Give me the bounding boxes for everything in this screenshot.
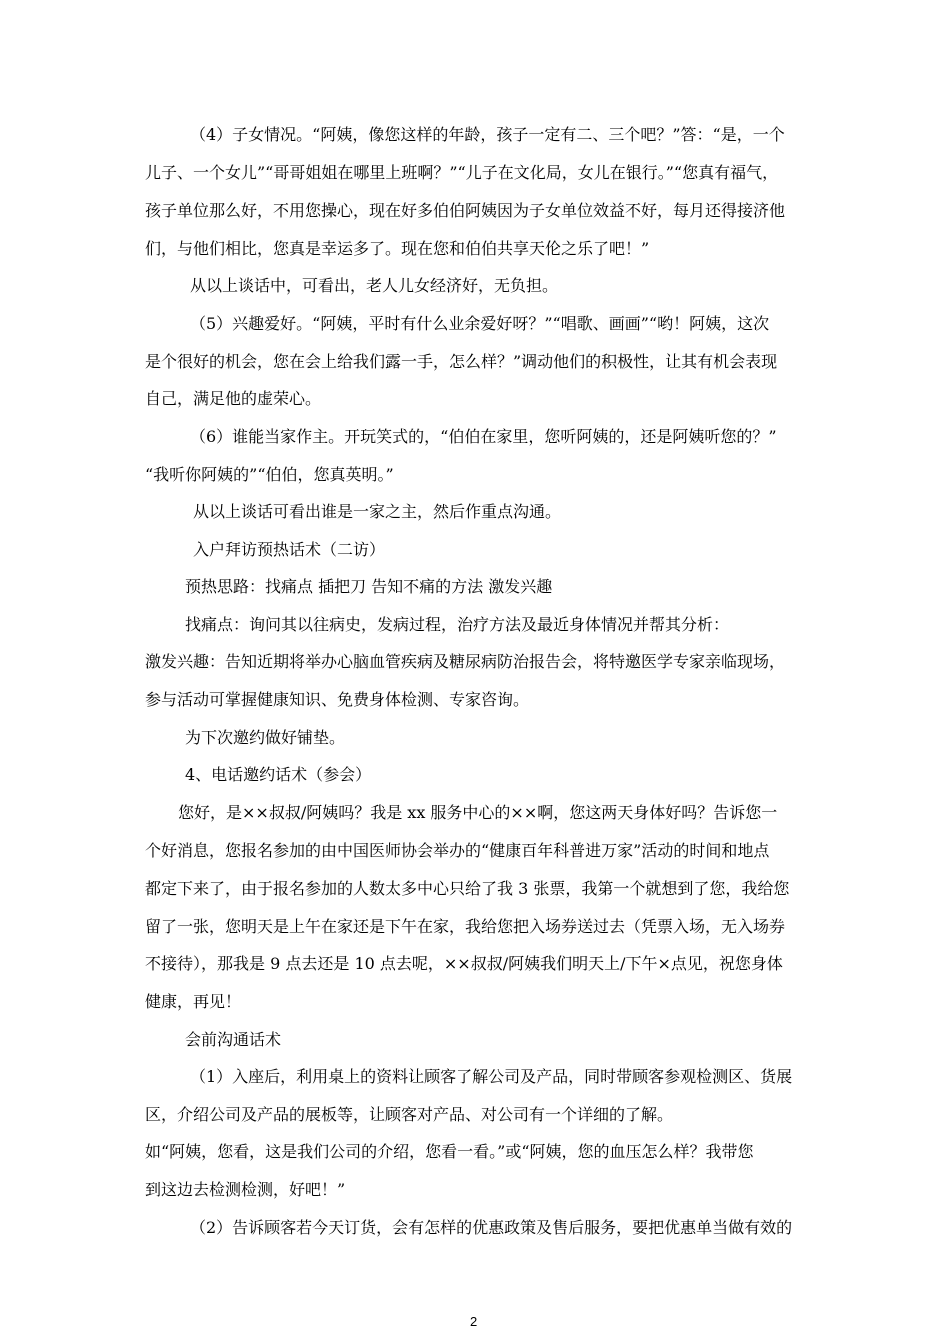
text-line: （2）告诉顾客若今天订货，会有怎样的优惠政策及售后服务，要把优惠单当做有效的 [190, 1218, 793, 1237]
text-line: 都定下来了，由于报名参加的人数太多中心只给了我 3 张票，我第一个就想到了您，我给您 [145, 879, 790, 898]
text-line: 到这边去检测检测，好吧！” [145, 1180, 346, 1199]
text-line: 会前沟通话术 [185, 1030, 282, 1049]
text-line: 激发兴趣：告知近期将举办心脑血管疾病及糖尿病防治报告会，将特邀医学专家亲临现场， [145, 652, 786, 671]
text-line: 如“阿姨，您看，这是我们公司的介绍，您看一看。”或“阿姨，您的血压怎么样？我带您 [145, 1142, 754, 1161]
text-line: （5）兴趣爱好。“阿姨，平时有什么业余爱好呀？”“唱歌、画画”“哟！阿姨，这次 [190, 314, 770, 333]
text-line: 不接待），那我是 9 点去还是 10 点去呢，××叔叔/阿姨我们明天上/下午×点见，祝您身体 [145, 954, 783, 973]
text-line: 找痛点：询问其以往病史，发病过程，治疗方法及最近身体情况并帮其分析： [185, 615, 730, 634]
text-line: 从以上谈话可看出谁是一家之主，然后作重点沟通。 [193, 502, 562, 521]
text-line: 从以上谈话中，可看出，老人儿女经济好，无负担。 [190, 276, 559, 295]
text-line: 儿子、一个女儿”“哥哥姐姐在哪里上班啊？”“儿子在文化局，女儿在银行。”“您真有福气， [145, 163, 779, 182]
text-line: 自己，满足他的虚荣心。 [145, 389, 322, 408]
text-line: 为下次邀约做好铺垫。 [185, 728, 346, 747]
text-line: 孩子单位那么好，不用您操心，现在好多伯伯阿姨因为子女单位效益不好，每月还得接济他 [145, 201, 786, 220]
text-line: 健康，再见！ [145, 992, 242, 1011]
text-line: （4）子女情况。“阿姨，像您这样的年龄，孩子一定有二、三个吧？”答：“是，一个 [190, 125, 785, 144]
text-line: 您好，是××叔叔/阿姨吗？我是 xx 服务中心的××啊，您这两天身体好吗？告诉您一 [178, 803, 778, 822]
text-line: 入户拜访预热话术（二访） [193, 540, 386, 559]
text-line: 是个很好的机会，您在会上给我们露一手，怎么样？”调动他们的积极性，让其有机会表现 [145, 352, 778, 371]
text-line: 参与活动可掌握健康知识、免费身体检测、专家咨询。 [145, 690, 530, 709]
text-line: 区，介绍公司及产品的展板等，让顾客对产品、对公司有一个详细的了解。 [145, 1105, 674, 1124]
text-line: 个好消息，您报名参加的由中国医师协会举办的“健康百年科普进万家”活动的时间和地点 [145, 841, 770, 860]
text-line: （6）谁能当家作主。开玩笑式的，“伯伯在家里，您听阿姨的，还是阿姨听您的？” [190, 427, 777, 446]
text-line: “我听你阿姨的”“伯伯，您真英明。” [145, 465, 394, 484]
text-line: 4、电话邀约话术（参会） [185, 765, 372, 784]
text-line: 预热思路：找痛点 插把刀 告知不痛的方法 激发兴趣 [185, 577, 553, 596]
text-line: （1）入座后，利用桌上的资料让顾客了解公司及产品，同时带顾客参观检测区、货展 [190, 1067, 793, 1086]
text-line: 们，与他们相比，您真是幸运多了。现在您和伯伯共享天伦之乐了吧！” [145, 239, 650, 258]
text-line: 留了一张，您明天是上午在家还是下午在家，我给您把入场券送过去（凭票入场，无入场券 [145, 917, 786, 936]
page-number: 2 [470, 1314, 478, 1329]
